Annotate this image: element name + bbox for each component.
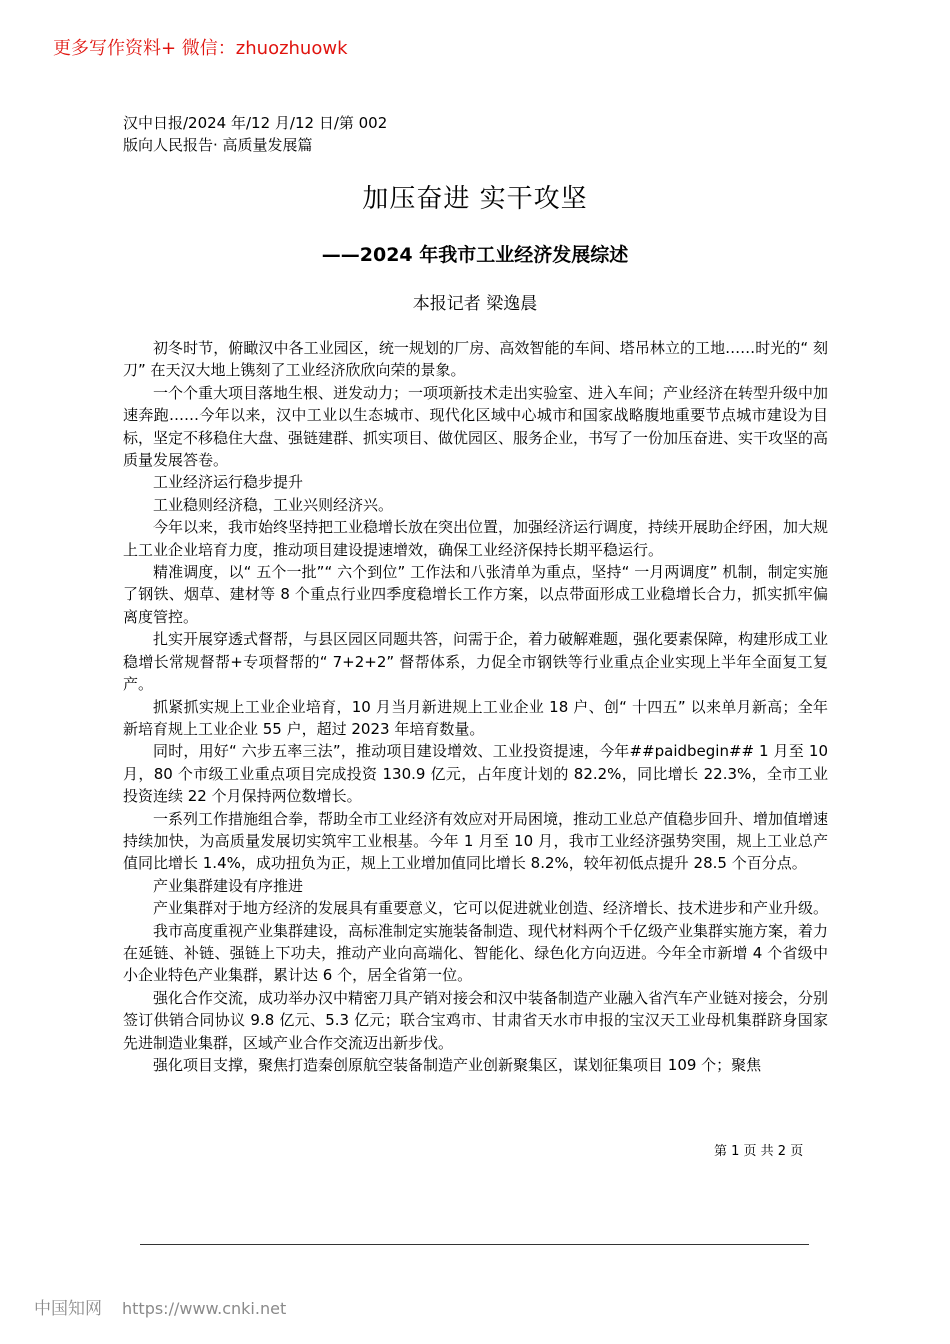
section-heading: 产业集群建设有序推进 [153, 876, 304, 895]
footer-divider [140, 1244, 809, 1245]
article-subtitle: ——2024 年我市工业经济发展综述 [321, 244, 629, 266]
section-heading: 工业经济运行稳步提升 [153, 473, 304, 492]
paragraph: 工业稳则经济稳，工业兴则经济兴。 [153, 495, 394, 514]
promo-banner: 更多写作资料+ 微信：zhuozhuowk [53, 38, 348, 59]
source-line-1: 汉中日报/2024 年/12 月/12 日/第 002 [123, 114, 388, 132]
paragraph: 一系列工作措施组合拳，帮助全市工业经济有效应对开局困境，推动工业总产值稳步回升、增加值增速持续加快，为高质量发展切实筑牢工业根基。今年 1 月至 10 月，我市工业经济强势突围，规上工业总产值同比增长 1.4%，成功扭负为正，规上工业增加值同比增长 8.2%，较年初低点提升 28.5 个百分点。 [123, 809, 829, 873]
cnki-url: https://www.cnki.net [122, 1299, 287, 1318]
article-author: 本报记者 梁逸晨 [412, 294, 538, 314]
paragraph: 今年以来，我市始终坚持把工业稳增长放在突出位置，加强经济运行调度，持续开展助企纾困，加大规上工业企业培育力度，推动项目建设提速增效，确保工业经济保持长期平稳运行。 [123, 518, 829, 559]
paragraph: 精准调度，以“ 五个一批”“ 六个到位” 工作法和八张清单为重点，坚持“ 一月两调度” 机制，制定实施了钢铁、烟草、建材等 8 个重点行业四季度稳增长工作方案，以点带面形成工业稳增长合力，抓实抓牢偏离度管控。 [123, 563, 828, 626]
page-number: 第 1 页 共 2 页 [714, 1144, 804, 1159]
paragraph: 初冬时节，俯瞰汉中各工业园区，统一规划的厂房、高效智能的车间、塔吊林立的工地……时光的“ 刻刀” 在天汉大地上镌刻了工业经济欣欣向荣的景象。 [123, 339, 828, 380]
cnki-name: 中国知网 [34, 1299, 102, 1319]
article-body [123, 337, 828, 1076]
paragraph: 我市高度重视产业集群建设，高标准制定实施装备制造、现代材料两个千亿级产业集群实施方案，着力在延链、补链、强链上下功夫，推动产业向高端化、智能化、绿色化方向迈进。今年全市新增 4 个省级中小企业特色产业集群，累计达 6 个，居全省第一位。 [123, 921, 829, 985]
article-title: 加压奋进 实干攻坚 [362, 184, 588, 214]
paragraph: 同时，用好“ 六步五率三法”，推动项目建设增效、工业投资提速，今年##paidbegin## 1 月至 10 月，80 个市级工业重点项目完成投资 130.9 亿元，占年度计划的 82.2%，同比增长 22.3%，全市工业投资连续 22 个月保持两位数增长。 [123, 742, 828, 806]
source-line-2: 版向人民报告· 高质量发展篇 [123, 136, 313, 154]
paragraph: 强化合作交流，成功举办汉中精密刀具产销对接会和汉中装备制造产业融入省汽车产业链对接会，分别签订供销合同协议 9.8 亿元、5.3 亿元；联合宝鸡市、甘肃省天水市申报的宝汉天工业母机集群跻身国家先进制造业集群，区域产业合作交流迈出新步伐。 [123, 988, 829, 1052]
source-info [123, 112, 387, 156]
cnki-watermark [34, 1294, 286, 1319]
paragraph: 扎实开展穿透式督帮，与县区园区同题共答，问需于企，着力破解难题，强化要素保障，构建形成工业稳增长常规督帮+专项督帮的“ 7+2+2” 督帮体系，力促全市钢铁等行业重点企业实现上半年全面复工复产。 [123, 630, 829, 694]
paragraph: 抓紧抓实规上工业企业培育，10 月当月新进规上工业企业 18 户、创“ 十四五” 以来单月新高；全年新培育规上工业企业 55 户，超过 2023 年培育数量。 [123, 697, 828, 738]
paragraph: 强化项目支撑，聚焦打造秦创原航空装备制造产业创新聚集区，谋划征集项目 109 个；聚焦 [153, 1056, 762, 1074]
paragraph: 产业集群对于地方经济的发展具有重要意义，它可以促进就业创造、经济增长、技术进步和产业升级。 [153, 899, 829, 918]
paragraph: 一个个重大项目落地生根、迸发动力；一项项新技术走出实验室、进入车间；产业经济在转型升级中加速奔跑……今年以来，汉中工业以生态城市、现代化区域中心城市和国家战略腹地重要节点城市建设为目标，坚定不移稳住大盘、强链建群、抓实项目、做优园区、服务企业，书写了一份加压奋进、实干攻坚的高质量发展答卷。 [123, 383, 829, 470]
